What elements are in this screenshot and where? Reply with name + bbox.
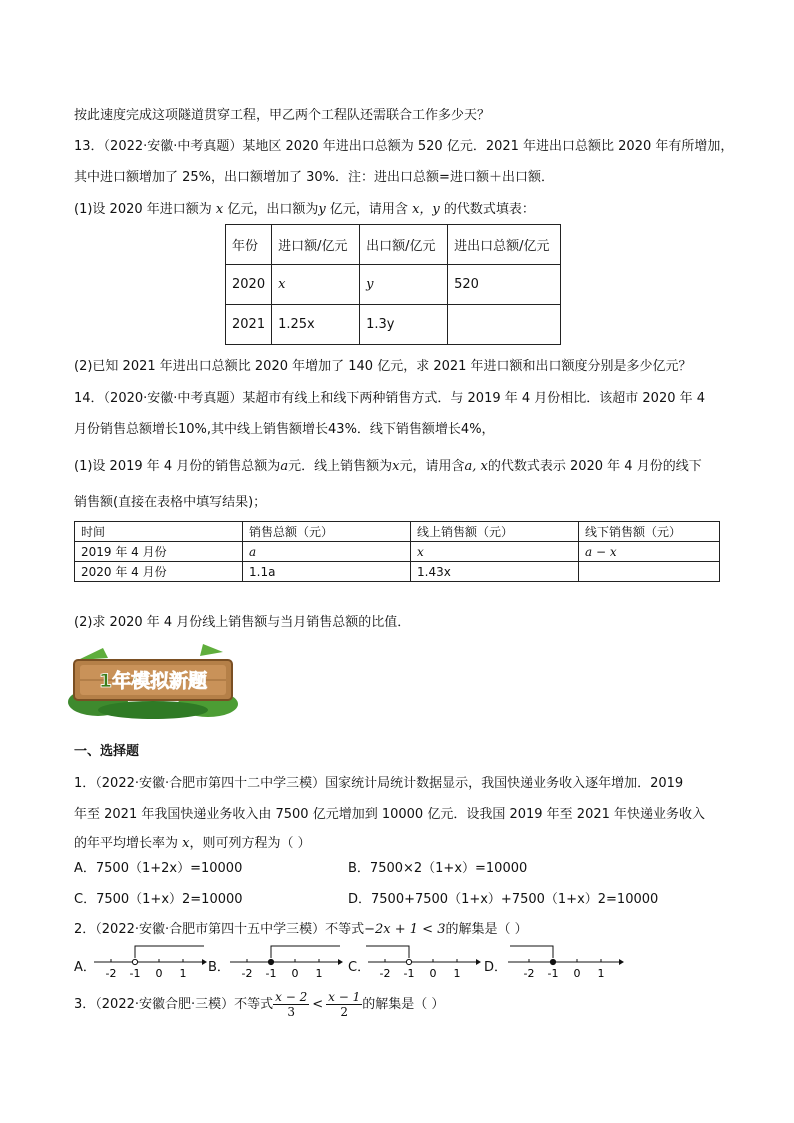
paragraph-continuation: 按此速度完成这项隧道贯穿工程，甲乙两个工程队还需联合工作多少天？ bbox=[74, 108, 491, 123]
table-cell: y bbox=[360, 265, 448, 305]
q3-fraction-right bbox=[326, 990, 362, 1019]
tick-label: -1 bbox=[129, 967, 141, 980]
table-cell: 2021 bbox=[226, 305, 272, 345]
q14-sub1-post: 的代数式表示 2020 年 4 月份的线下 bbox=[487, 459, 702, 474]
q2-option-d-label[interactable]: D． bbox=[484, 960, 508, 975]
table-cell: a bbox=[243, 542, 411, 562]
q1-option-c[interactable]: C．7500（1+x）2=10000 bbox=[74, 892, 243, 907]
table-cell: 1.43x bbox=[411, 562, 579, 582]
table-cell: 1.25x bbox=[272, 305, 360, 345]
q2-inequality: −2x + 1 < 3 bbox=[364, 922, 446, 937]
q1-option-b[interactable]: B．7500×2（1+x）=10000 bbox=[348, 861, 528, 876]
q3-pre: 3．（2022·安徽合肥·三模）不等式 bbox=[74, 997, 274, 1012]
table-row bbox=[75, 522, 720, 542]
table-header-cell: 进口额/亿元 bbox=[272, 225, 360, 265]
table-cell bbox=[579, 562, 720, 582]
q2-numberline-d[interactable] bbox=[506, 940, 624, 980]
q14-sub1-line2: 销售额(直接在表格中填写结果)； bbox=[74, 495, 267, 510]
q3-stem bbox=[74, 990, 444, 1019]
table-cell: 2019 年 4 月份 bbox=[75, 542, 243, 562]
q13-var-x: x bbox=[215, 202, 224, 217]
fraction-numerator: x − 1 bbox=[328, 990, 361, 1004]
table-header-cell: 线上销售额（元） bbox=[411, 522, 579, 542]
tick-label: -1 bbox=[265, 967, 277, 980]
table-header-cell: 时间 bbox=[75, 522, 243, 542]
q14-sub1-pre: (1)设 2019 年 4 月份的销售总额为 bbox=[74, 459, 281, 474]
tick-label: 1 bbox=[597, 967, 605, 980]
q2-numberline-b[interactable] bbox=[228, 940, 343, 980]
tick-label: -1 bbox=[547, 967, 559, 980]
table-row bbox=[226, 225, 561, 265]
badge-text: 1年模拟新题 bbox=[98, 670, 208, 692]
q2-option-b-label[interactable]: B． bbox=[208, 960, 230, 975]
table-cell: x bbox=[411, 542, 579, 562]
q2-post: 的解集是（ ） bbox=[445, 922, 528, 937]
q2-numberline-a[interactable] bbox=[92, 940, 207, 980]
q13-sub1 bbox=[74, 198, 535, 217]
q1-var-x: x bbox=[182, 836, 190, 851]
q13-sub2: (2)已知 2021 年进出口总额比 2020 年增加了 140 亿元，求 2021 年进口额和出口额度分别是多少亿元？ bbox=[74, 359, 692, 374]
tick-label: 0 bbox=[429, 967, 437, 980]
q14-sub1-mid2: 元，请用含 bbox=[399, 459, 465, 474]
q13-sub1-mid2: 亿元，请用含 bbox=[329, 202, 408, 217]
q13-sub1-post: 的代数式填表： bbox=[443, 202, 535, 217]
tick-label: 1 bbox=[179, 967, 187, 980]
table-row bbox=[75, 562, 720, 582]
table-header-cell: 出口额/亿元 bbox=[360, 225, 448, 265]
q14-var-ax: a, x bbox=[464, 459, 488, 474]
table-header-cell: 年份 bbox=[226, 225, 272, 265]
q2-pre: 2．（2022·安徽·合肥市第四十五中学三模）不等式 bbox=[74, 922, 365, 937]
q1-line3-post: ，则可列方程为（ ） bbox=[189, 836, 311, 851]
q3-fraction-left bbox=[273, 990, 309, 1019]
q2-option-a-label[interactable]: A． bbox=[74, 960, 96, 975]
table-header-cell: 线下销售额（元） bbox=[579, 522, 720, 542]
table-header-cell: 进出口总额/亿元 bbox=[448, 225, 561, 265]
q1-option-d[interactable]: D．7500+7500（1+x）+7500（1+x）2=10000 bbox=[348, 892, 659, 907]
q13-table bbox=[225, 224, 561, 345]
tick-label: 0 bbox=[155, 967, 163, 980]
q3-post: 的解集是（ ） bbox=[362, 997, 445, 1012]
table-cell: a − x bbox=[579, 542, 720, 562]
section-title: 一、选择题 bbox=[74, 744, 140, 759]
q2-numberline-c[interactable] bbox=[366, 940, 481, 980]
q1-line1: 1．（2022·安徽·合肥市第四十二中学三模）国家统计局统计数据显示，我国快递业务收入逐年增加．2019 bbox=[74, 776, 684, 791]
table-cell: x bbox=[272, 265, 360, 305]
q1-line3 bbox=[74, 832, 311, 851]
tick-label: 1 bbox=[315, 967, 323, 980]
q13-var-xy: x，y bbox=[412, 202, 440, 217]
q14-var-a: a bbox=[280, 459, 289, 474]
q14-sub1-mid: 元．线上销售额为 bbox=[288, 459, 393, 474]
table-row bbox=[75, 542, 720, 562]
q14-table bbox=[74, 521, 720, 582]
q14-line1: 14．（2020·安徽·中考真题）某超市有线上和线下两种销售方式．与 2019 年 4 月份相比．该超市 2020 年 4 bbox=[74, 391, 706, 406]
table-cell: 2020 年 4 月份 bbox=[75, 562, 243, 582]
q14-var-x: x bbox=[392, 459, 400, 474]
q13-sub1-mid: 亿元，出口额为 bbox=[227, 202, 319, 217]
table-cell: 520 bbox=[448, 265, 561, 305]
table-cell: 1.1a bbox=[243, 562, 411, 582]
q1-line2: 年至 2021 年我国快递业务收入由 7500 亿元增加到 10000 亿元．设我国 2019 年至 2021 年快递业务收入 bbox=[74, 807, 706, 822]
q14-line2: 月份销售总额增长10%,其中线上销售额增长43%．线下销售额增长4%， bbox=[74, 422, 495, 437]
q2-stem bbox=[74, 918, 528, 937]
tick-label: -2 bbox=[241, 967, 253, 980]
q1-option-a[interactable]: A．7500（1+2x）=10000 bbox=[74, 861, 243, 876]
fraction-denominator: 3 bbox=[287, 1005, 295, 1019]
wooden-sign-badge bbox=[68, 640, 238, 720]
q2-option-c-label[interactable]: C． bbox=[348, 960, 371, 975]
tick-label: -2 bbox=[523, 967, 535, 980]
q13-line2: 其中进口额增加了 25%，出口额增加了 30%．注：进出口总额=进口额＋出口额． bbox=[74, 170, 554, 185]
q14-sub2: (2)求 2020 年 4 月份线上销售额与当月销售总额的比值． bbox=[74, 615, 411, 630]
tick-label: -2 bbox=[379, 967, 391, 980]
table-cell: 1.3y bbox=[360, 305, 448, 345]
fraction-denominator: 2 bbox=[340, 1005, 348, 1019]
q1-line3-pre: 的年平均增长率为 bbox=[74, 836, 179, 851]
table-header-cell: 销售总额（元） bbox=[243, 522, 411, 542]
table-cell bbox=[448, 305, 561, 345]
table-row bbox=[226, 265, 561, 305]
q13-var-y: y bbox=[318, 202, 326, 217]
table-row bbox=[226, 305, 561, 345]
less-than-sign: < bbox=[312, 997, 324, 1012]
tick-label: 0 bbox=[573, 967, 581, 980]
q13-line1: 13．（2022·安徽·中考真题）某地区 2020 年进出口总额为 520 亿元．2021 年进出口总额比 2020 年有所增加， bbox=[74, 139, 734, 154]
fraction-numerator: x − 2 bbox=[275, 990, 308, 1004]
q13-sub1-pre: (1)设 2020 年进口额为 bbox=[74, 202, 212, 217]
q14-sub1 bbox=[74, 455, 702, 474]
tick-label: 1 bbox=[453, 967, 461, 980]
table-cell: 2020 bbox=[226, 265, 272, 305]
tick-label: -1 bbox=[403, 967, 415, 980]
tick-label: 0 bbox=[291, 967, 299, 980]
tick-label: -2 bbox=[105, 967, 117, 980]
